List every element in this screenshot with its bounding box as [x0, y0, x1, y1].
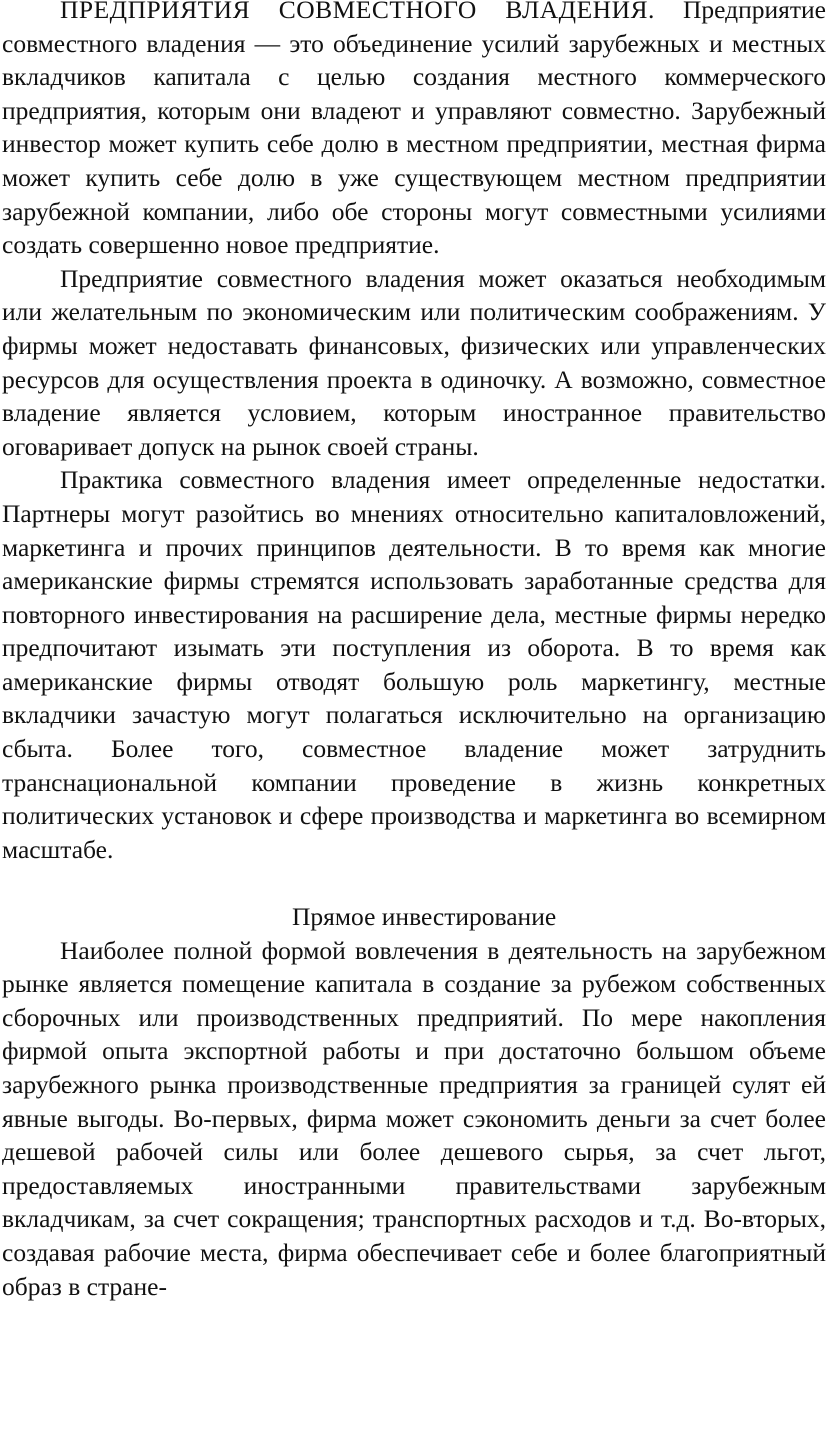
text-body [2, 0, 826, 1303]
paragraph-text: Предприятие совместного владения — это объединение усилий зарубежных и местных вкладчиков капитала с целью создания местного коммерческого предприятия, которым они владеют и управляют совместно. Зарубежный инвестор может купить себе долю в местном предприятии, местная фирма может купить себе долю в уже существующем местном предприятии зарубежной компании, либо обе стороны могут совместными усилиями создать совершенно новое предприятие. [2, 0, 827, 260]
paragraph-direct-investment: Наиболее полной формой вовлечения в деятельность на зарубежном рынке является помещение капитала в создание за рубежом собственных сборочных или производственных предприятий. По мере накопления фирмой опыта экспортной работы и при достаточно большом объеме зарубежного рынка производственные предприятия за границей сулят ей явные выгоды. Во-первых, фирма может сэкономить деньги за счет более дешевой рабочей силы или более дешевого сырья, за счет льгот, предоставляемых иностранными правительствами зарубежным вкладчикам, за счет сокращения; транспортных расходов и т.д. Во-вторых, создавая рабочие места, фирма обеспечивает себе и более благоприятный образ в стране- [2, 935, 826, 1301]
section-title: ПРЕДПРИЯТИЯ СОВМЕСТНОГО ВЛАДЕНИЯ. [60, 0, 655, 24]
paragraph-disadvantages: Практика совместного владения имеет определенные недостатки. Партнеры могут разойтись во мнениях относительно капиталовложений, маркетинга и прочих принципов деятельности. В то время как многие американские фирмы стремятся использовать заработанные средства для повторного инвестирования на расширение дела, местные фирмы нередко предпочитают изымать эти поступления из оборота. В то время как американские фирмы отводят большую роль маркетингу, местные вкладчики зачастую могут полагаться исключительно на организацию сбыта. Более того, совместное владение может затруднить транснациональной компании проведение в жизнь конкретных политических установок и сфере производства и маркетинга во всемирном масштабе. [2, 465, 826, 864]
paragraph-joint-ventures-intro [2, 0, 826, 262]
section-spacer [2, 866, 826, 900]
paragraph-reasons: Предприятие совместного владения может оказаться необходимым или желательным по экономическим или политическим соображениям. У фирмы может недоставать финансовых, физических или управленческих ресурсов для осуществления проекта в одиночку. А возможно, совместное владение является условием, которым иностранное правительство оговаривает допуск на рынок своей страны. [2, 263, 826, 461]
section-heading-direct-investment: Прямое инвестирование [292, 902, 557, 932]
